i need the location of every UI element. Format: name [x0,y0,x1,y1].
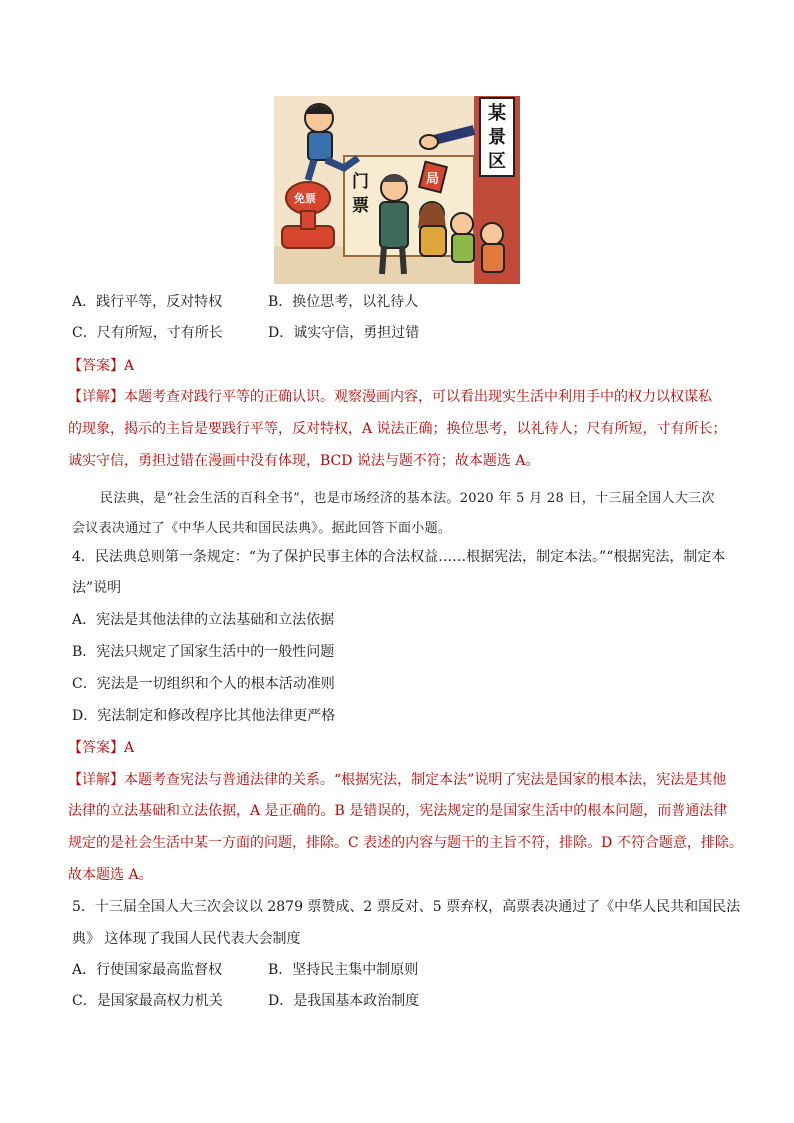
q4-stem-line-1: 4．民法典总则第一条规定：“为了保护民事主体的合法权益……根据宪法，制定本法。”“根据宪法，制定本 [72,549,726,565]
q4-answer [68,738,134,758]
q5-option-b: B．坚持民主集中制原则 [268,962,419,978]
q3-detail-text: 本题考查对践行平等的正确认识。观察漫画内容，可以看出现实生活中利用手中的权力以权谋私 [124,389,712,405]
q4-option-b: B．宪法只规定了国家生活中的一般性问题 [72,644,335,660]
q3-detail-line-2: 的现象，揭示的主旨是要践行平等，反对特权，A 说法正确；换位思考，以礼待人；尺有所短，寸有所长； [68,421,727,437]
q4-detail-line-3: 规定的是社会生活中某一方面的问题，排除。C 表述的内容与题干的主旨不符，排除。D 不符合题意，排除。 [68,835,743,851]
q4-detail-tag: 【详解】 [68,772,124,788]
q4-detail-line-4: 故本题选 A。 [68,867,153,883]
q3-option-d: D．诚实守信，勇担过错 [268,325,420,341]
q4-answer-tag: 【答案】 [68,740,124,756]
q3-answer-tag: 【答案】 [68,358,124,374]
q4-detail-line-2: 法律的立法基础和立法依据，A 是正确的。B 是错误的，宪法规定的是国家生活中的根本问题，而普通法律 [68,803,728,819]
cartoon-gate-text: 门票 [352,172,369,216]
q4-option-d: D．宪法制定和修改程序比其他法律更严格 [72,708,336,724]
q4-stem-line-2: 法”说明 [72,580,122,596]
q3-option-b: B．换位思考，以礼待人 [268,294,419,310]
q5-option-d: D．是我国基本政治制度 [268,993,420,1009]
q5-option-a: A．行使国家最高监督权 [72,962,223,978]
q3-answer [68,356,134,376]
q3-detail-line-1 [68,387,712,407]
cartoon-stamp-text: 免票 [294,192,316,205]
q3-option-c: C．尺有所短，寸有所长 [72,325,223,341]
q4-detail-text: 本题考查宪法与普通法律的关系。“根据宪法，制定本法”说明了宪法是国家的根本法，宪法是其他 [124,772,727,788]
q4-option-c: C．宪法是一切组织和个人的根本活动准则 [72,676,335,692]
q3-option-a: A．践行平等，反对特权 [72,294,223,310]
q4-option-a: A．宪法是其他法律的立法基础和立法依据 [72,612,335,628]
q3-detail-line-3: 诚实守信，勇担过错在漫画中没有体现，BCD 说法与题不符；故本题选 A。 [68,453,540,469]
q5-option-c: C．是国家最高权力机关 [72,993,223,1009]
cartoon-sign-text: 某景区 [488,103,506,172]
cartoon-badge-text: 局 [426,172,440,187]
q5-stem-line-1: 5．十三届全国人大三次会议以 2879 票赞成、2 票反对、5 票弃权，高票表决通过了《中华人民共和国民法 [72,899,741,915]
q4-answer-value: A [124,740,135,756]
q3-detail-tag: 【详解】 [68,389,124,405]
q3-answer-value: A [124,358,135,374]
q5-stem-line-2: 典》 这体现了我国人民代表大会制度 [72,931,301,947]
q4-detail-line-1 [68,770,726,790]
material-line-2: 会议表决通过了《中华人民共和国民法典》。据此回答下面小题。 [72,521,452,536]
material-line-1: 民法典，是“社会生活的百科全书”，也是市场经济的基本法。2020 年 5 月 28 日，十三届全国人大三次 [100,491,715,506]
cartoon-illustration [274,96,520,284]
